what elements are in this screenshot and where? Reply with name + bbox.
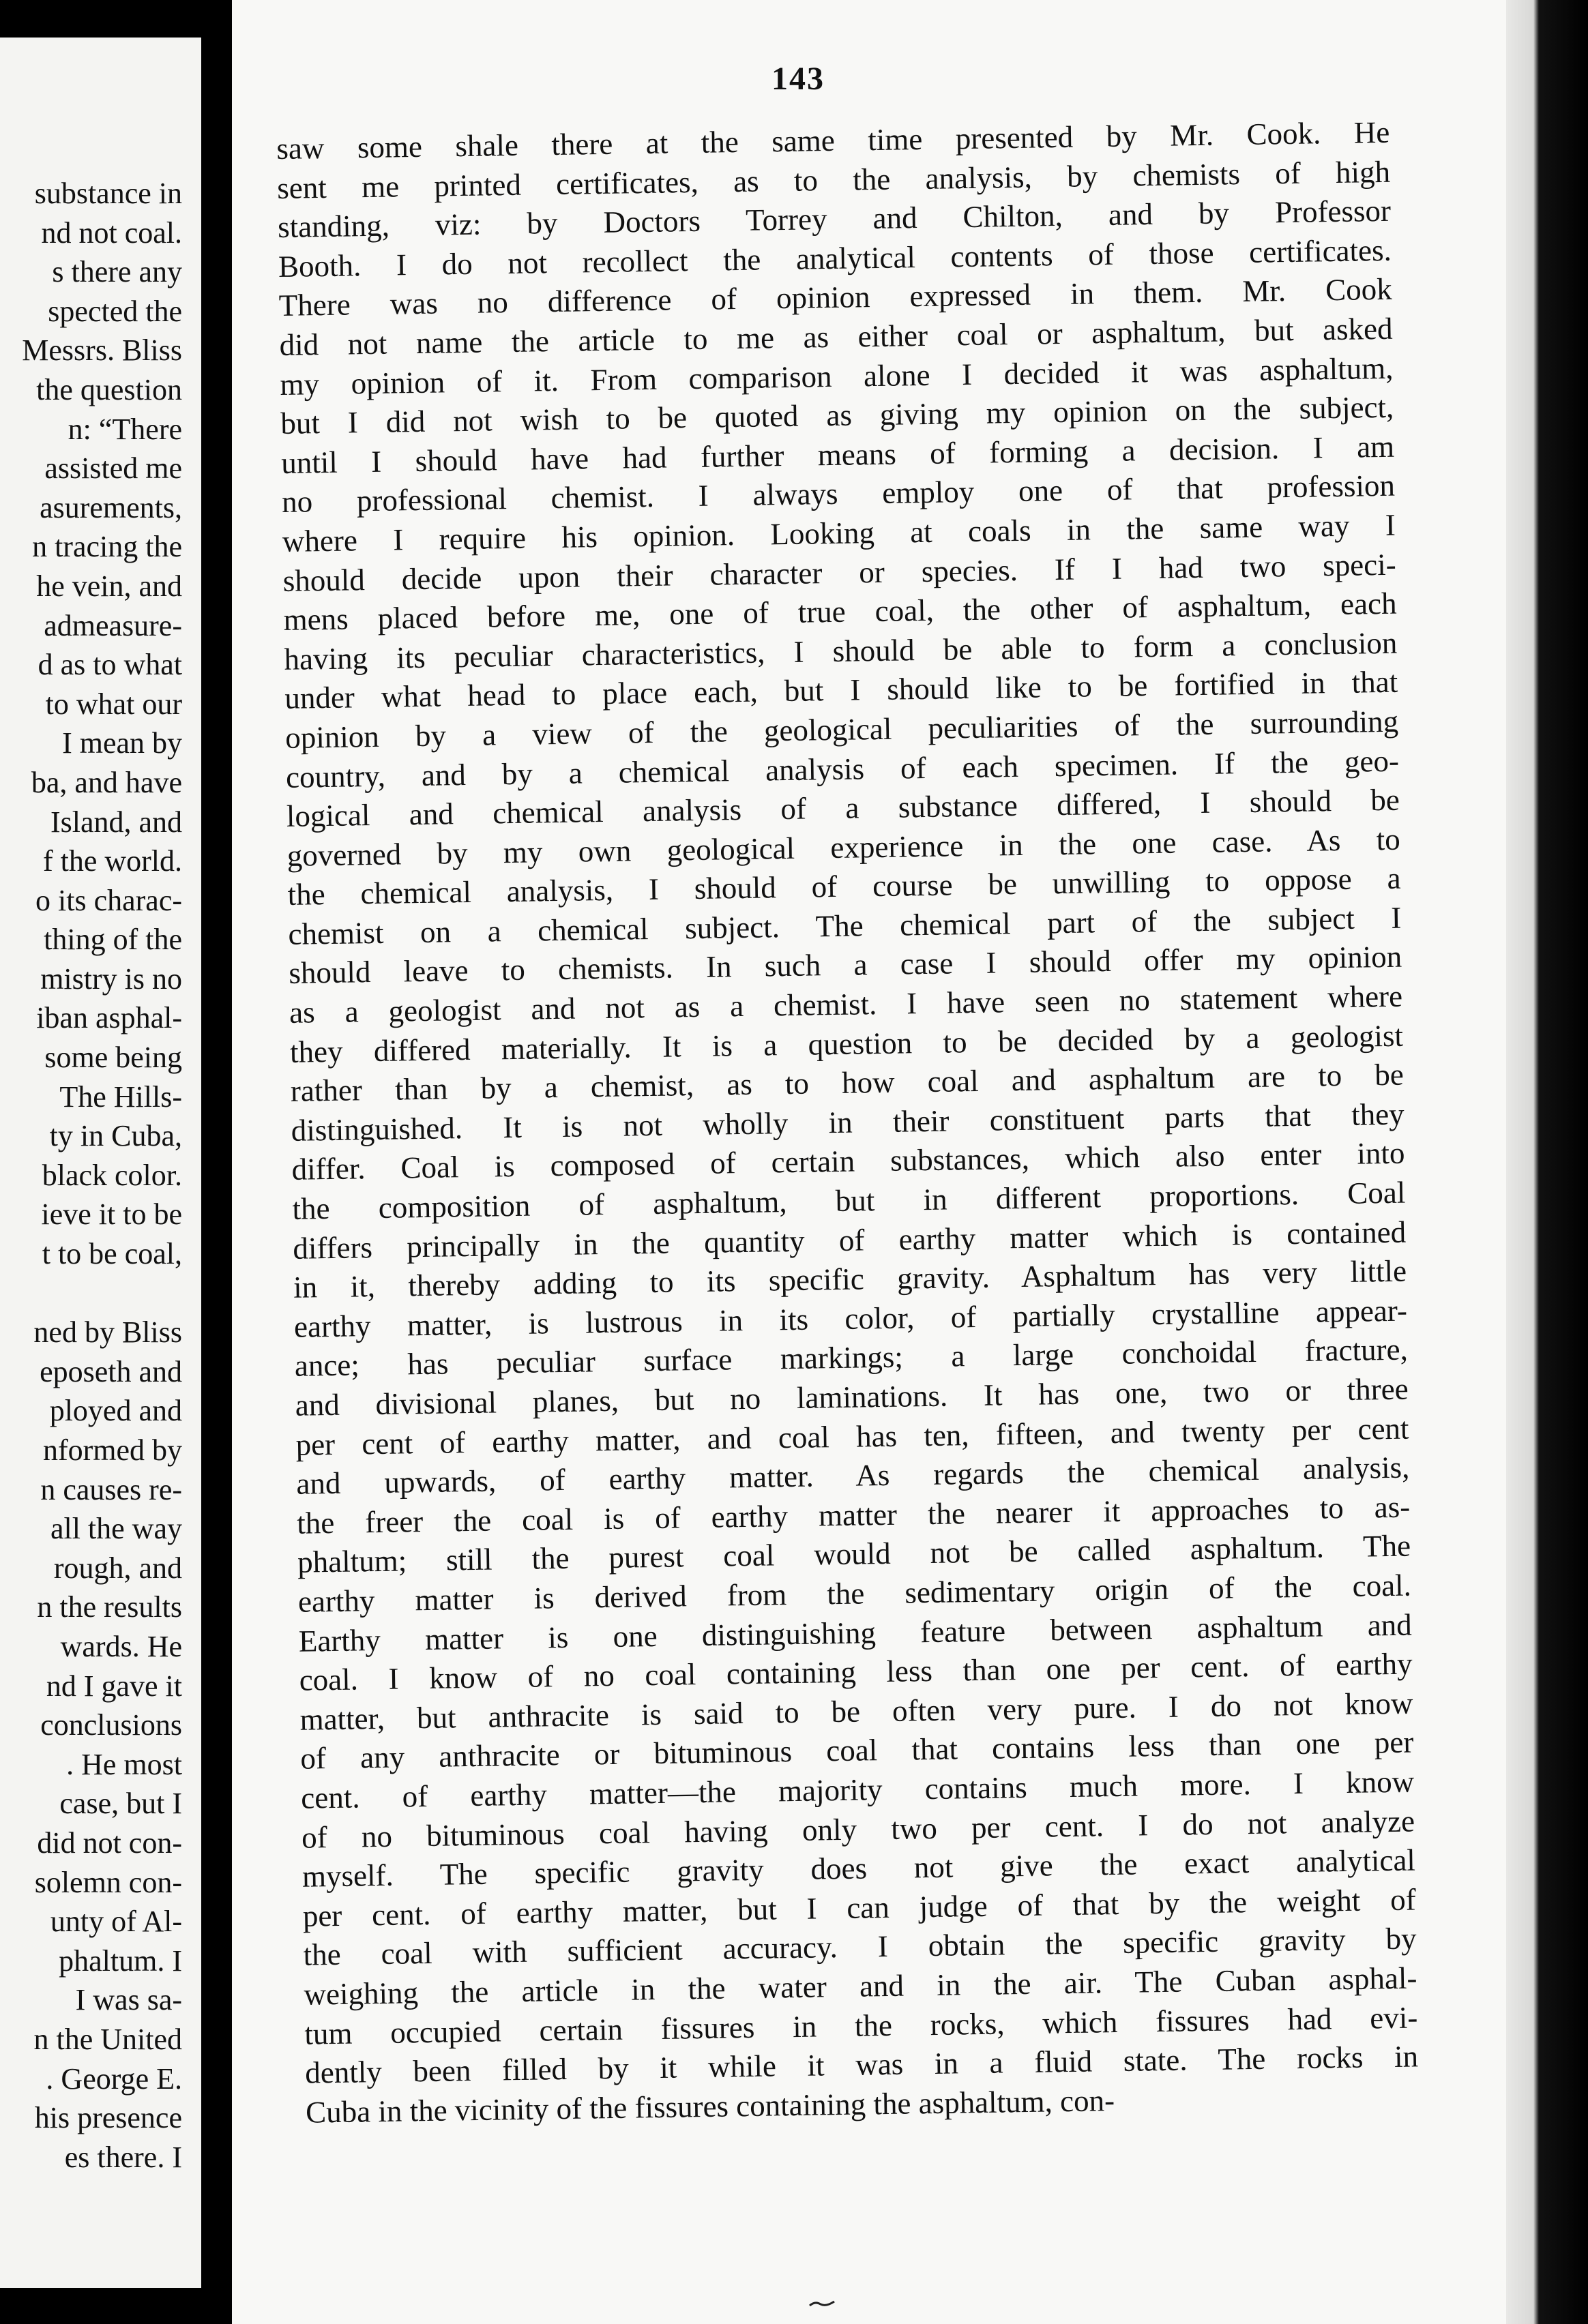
left-column-line: black color. bbox=[42, 1158, 182, 1192]
body-text-line: per cent. of earthy matter, but I can judge of that by the weight of bbox=[302, 1882, 1417, 1933]
body-text-line: the freer the coal is of earthy matter the nearer it approaches to as- bbox=[296, 1489, 1411, 1540]
left-column-line: did not con- bbox=[37, 1826, 182, 1860]
left-column-line: ployed and bbox=[49, 1394, 182, 1428]
body-text-line: matter, but anthracite is said to be often very pure. I do not know bbox=[299, 1686, 1413, 1737]
body-text-line: There was no difference of opinion expressed in them. Mr. Cook bbox=[278, 272, 1393, 323]
left-column-line: rough, and bbox=[53, 1551, 182, 1585]
left-page-text-column bbox=[22, 174, 182, 2177]
left-column-line: nd not coal. bbox=[41, 215, 182, 250]
body-text-line: no professional chemist. I always employ one of that profession bbox=[281, 468, 1396, 520]
left-column-line: ned by Bliss bbox=[33, 1315, 182, 1350]
body-text-line: phaltum; still the purest coal would not be called asphaltum. The bbox=[297, 1528, 1411, 1580]
left-column-line: iban asphal- bbox=[36, 1001, 182, 1035]
book-gutter bbox=[201, 0, 232, 2324]
left-column-line: eposeth and bbox=[40, 1354, 182, 1388]
body-text-line: the chemical analysis, I should of course be unwilling to oppose a bbox=[287, 861, 1401, 912]
body-text-line: they differed materially. It is a question to be decided by a geologist bbox=[289, 1018, 1404, 1069]
body-text-line: cent. of earthy matter—the majority contains much more. I know bbox=[300, 1764, 1415, 1815]
left-column-line: wards. He bbox=[60, 1629, 182, 1663]
left-column-line: his presence bbox=[34, 2101, 182, 2135]
body-text-line: where I require his opinion. Looking at coals in the same way I bbox=[282, 507, 1396, 558]
body-text-line: myself. The specific gravity does not give the exact analytical bbox=[302, 1843, 1416, 1894]
body-text-line: rather than by a chemist, as to how coal and asphaltum are to be bbox=[290, 1057, 1405, 1109]
body-text-line: weighing the article in the water and in the air. The Cuban asphal- bbox=[304, 1961, 1417, 2012]
body-text-line: differ. Coal is composed of certain substances, which also enter into bbox=[291, 1136, 1405, 1187]
body-text-line: distinguished. It is not wholly in their constituent parts that they bbox=[291, 1097, 1405, 1148]
left-column-line: ieve it to be bbox=[41, 1197, 182, 1232]
footer-ink-mark bbox=[808, 2299, 836, 2308]
left-column-line: nd I gave it bbox=[46, 1669, 182, 1703]
body-text-line: Booth. I do not recollect the analytical contents of those certificates. bbox=[278, 233, 1392, 284]
body-text-line: should decide upon their character or species. If I had two speci- bbox=[282, 547, 1397, 598]
left-column-line: to what our bbox=[45, 687, 182, 721]
left-column-line: phaltum. I bbox=[59, 1943, 182, 1978]
body-text-line: ance; has peculiar surface markings; a large conchoidal fracture, bbox=[294, 1332, 1409, 1384]
body-text-line: under what head to place each, but I should like to be fortified in that bbox=[284, 665, 1398, 716]
body-text-line: mens placed before me, one of true coal, the other of asphaltum, each bbox=[283, 586, 1397, 638]
left-column-line: thing of the bbox=[44, 923, 182, 957]
body-text-line: tum occupied certain fissures in the rocks, which fissures had evi- bbox=[304, 1999, 1418, 2051]
body-text-line: logical and chemical analysis of a substance differed, I should be bbox=[286, 782, 1400, 833]
left-column-line: conclusions bbox=[40, 1708, 182, 1742]
left-column-line: Island, and bbox=[50, 805, 182, 839]
body-text-line: did not name the article to me as either coal or asphaltum, but asked bbox=[279, 311, 1393, 362]
body-text-line: of any anthracite or bituminous coal that contains less than one per bbox=[300, 1725, 1414, 1776]
left-column-line: case, but I bbox=[59, 1787, 182, 1821]
body-text-line: country, and by a chemical analysis of each specimen. If the geo- bbox=[285, 743, 1400, 794]
body-text-line: coal. I know of no coal containing less than one per cent. of earthy bbox=[299, 1646, 1413, 1697]
body-text-line: dently been filled by it while it was in a fluid state. The rocks in bbox=[304, 2039, 1419, 2090]
left-column-line: Messrs. Bliss bbox=[22, 333, 182, 368]
body-text-line: until I should have had further means of forming a decision. I am bbox=[280, 429, 1395, 480]
left-column-line: the question bbox=[36, 372, 182, 406]
left-column-line: assisted me bbox=[44, 451, 182, 486]
left-column-line bbox=[22, 1274, 182, 1313]
body-text-line: in it, thereby adding to its specific gravity. Asphaltum has very little bbox=[293, 1253, 1407, 1305]
page-edge bbox=[1506, 0, 1588, 2324]
left-column-line: nformed by bbox=[42, 1433, 182, 1467]
body-text-line: having its peculiar characteristics, I should be able to form a conclusion bbox=[284, 625, 1398, 676]
body-text-line: opinion by a view of the geological peculiarities of the surrounding bbox=[284, 704, 1399, 755]
left-column-line: The Hills- bbox=[59, 1079, 182, 1114]
left-column-line: ty in Cuba, bbox=[49, 1119, 182, 1153]
left-column-line: es there. I bbox=[64, 2140, 182, 2174]
body-text-line: but I did not wish to be quoted as giving my opinion on the subject, bbox=[280, 389, 1394, 441]
body-text-line: the composition of asphaltum, but in different proportions. Coal bbox=[292, 1175, 1406, 1226]
left-column-line: I was sa- bbox=[75, 1983, 182, 2017]
left-column-line: unty of Al- bbox=[50, 1905, 182, 1939]
body-text-line: differs principally in the quantity of earthy matter which is contained bbox=[292, 1215, 1407, 1266]
left-column-line: n the results bbox=[37, 1590, 182, 1624]
body-text-line: per cent of earthy matter, and coal has ten, fifteen, and twenty per cent bbox=[295, 1411, 1409, 1462]
left-column-line: . He most bbox=[66, 1747, 182, 1781]
body-text-line: as a geologist and not as a chemist. I have seen no statement where bbox=[289, 979, 1403, 1030]
body-text-line: chemist on a chemical subject. The chemical part of the subject I bbox=[288, 900, 1402, 951]
left-column-line: . George E. bbox=[46, 2061, 182, 2096]
body-text-line: Earthy matter is one distinguishing feature between asphaltum and bbox=[298, 1607, 1413, 1658]
left-column-line: solemn con- bbox=[34, 1865, 182, 1899]
left-column-line: spected the bbox=[48, 294, 182, 328]
left-column-line: I mean by bbox=[62, 726, 182, 760]
body-text-line: governed by my own geological experience in the one case. As to bbox=[286, 822, 1400, 873]
left-column-line: s there any bbox=[52, 255, 182, 289]
left-column-line: d as to what bbox=[38, 648, 182, 682]
left-column-line: t to be coal, bbox=[42, 1237, 182, 1271]
left-column-line: n tracing the bbox=[32, 530, 182, 564]
left-column-line: n: “There bbox=[68, 412, 182, 446]
left-column-line: n causes re- bbox=[40, 1472, 182, 1506]
left-column-line: o its charac- bbox=[35, 883, 182, 917]
body-text-line: of no bituminous coal having only two per cent. I do not analyze bbox=[301, 1804, 1415, 1855]
body-text-line: Cuba in the vicinity of the fissures containing the asphaltum, con- bbox=[305, 2083, 1115, 2130]
left-column-line: all the way bbox=[50, 1512, 182, 1546]
body-text-line: standing, viz: by Doctors Torrey and Chilton, and by Professor bbox=[277, 193, 1392, 245]
body-text-line: sent me printed certificates, as to the analysis, by chemists of high bbox=[276, 154, 1391, 205]
body-text-line: my opinion of it. From comparison alone I decided it was asphaltum, bbox=[280, 351, 1394, 402]
left-column-line: substance in bbox=[34, 177, 182, 210]
left-column-line: asurements, bbox=[40, 490, 182, 524]
left-column-line: n the United bbox=[33, 2022, 182, 2056]
left-column-line: he vein, and bbox=[36, 569, 182, 603]
body-text-line: earthy matter, is lustrous in its color, of partially crystalline appear- bbox=[293, 1293, 1408, 1344]
body-text-line: should leave to chemists. In such a case I should offer my opinion bbox=[288, 940, 1402, 991]
left-column-line: admeasure- bbox=[44, 608, 182, 642]
body-text bbox=[276, 113, 1419, 2132]
body-text-line: the coal with sufficient accuracy. I obtain the specific gravity by bbox=[303, 1921, 1417, 1973]
left-column-line: some being bbox=[44, 1041, 182, 1075]
left-column-line: ba, and have bbox=[31, 765, 182, 799]
page-number: 143 bbox=[771, 61, 825, 97]
body-text-line: saw some shale there at the same time presented by Mr. Cook. He bbox=[276, 115, 1390, 166]
left-page bbox=[0, 38, 201, 2288]
left-column-line: mistry is no bbox=[40, 962, 182, 996]
body-text-line: and upwards, of earthy matter. As regards the chemical analysis, bbox=[296, 1450, 1410, 1501]
body-text-line: and divisional planes, but no laminations. It has one, two or three bbox=[295, 1371, 1409, 1422]
left-column-line: f the world. bbox=[42, 844, 182, 878]
body-text-line: earthy matter is derived from the sedimentary origin of the coal. bbox=[297, 1568, 1412, 1619]
